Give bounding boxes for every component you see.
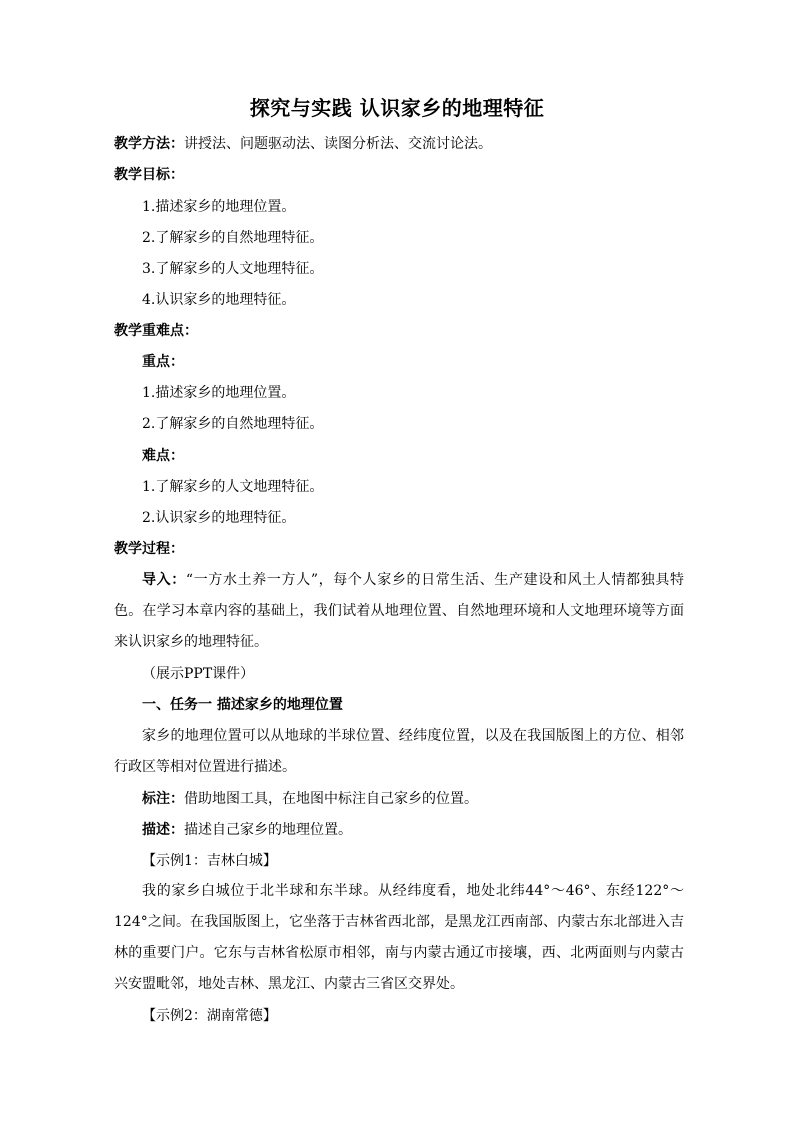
goal-item: 4.认识家乡的地理特征。 <box>142 292 296 308</box>
mark-label: 标注： <box>142 791 184 807</box>
methods-line <box>114 134 492 154</box>
goal-item: 1.描述家乡的地理位置。 <box>142 199 296 215</box>
task1-paragraph: 家乡的地理位置可以从地球的半球位置、经纬度位置，以及在我国版图上的方位、相邻行政区等相对位置进行描述。 <box>114 728 684 775</box>
describe-label: 描述： <box>142 822 184 838</box>
mark-text: 借助地图工具，在地图中标注自己家乡的位置。 <box>184 791 478 807</box>
intro-paragraph <box>114 565 684 658</box>
difficulty-item: 1.了解家乡的人文地理特征。 <box>142 479 324 495</box>
goals-label: 教学目标： <box>114 167 184 183</box>
example1-title: 【示例1：吉林白城】 <box>142 853 277 869</box>
describe-line <box>142 820 352 840</box>
focus-item: 1.描述家乡的地理位置。 <box>142 385 296 401</box>
difficulty-label: 难点： <box>142 448 184 464</box>
task1-heading: 一、任务一 描述家乡的地理位置 <box>142 697 343 713</box>
describe-text: 描述自己家乡的地理位置。 <box>184 822 352 838</box>
example1-paragraph: 我的家乡白城位于北半球和东半球。从经纬度看，地处北纬44°～46°、东经122°～124°之间。在我国版图上，它坐落于吉林省西北部，是黑龙江西南部、内蒙古东北部进入吉林的重要门户。它东与吉林省松原市相邻，南与内蒙古通辽市接壤，西、北两面则与内蒙古兴安盟毗邻，地处吉林、黑龙江、内蒙古三省区交界处。 <box>114 883 684 992</box>
intro-label: 导入： <box>142 572 186 588</box>
goal-item: 3.了解家乡的人文地理特征。 <box>142 261 324 277</box>
intro-text: “一方水土养一方人”，每个人家乡的日常生活、生产建设和风土人情都独具特色。在学习本章内容的基础上，我们试着从地理位置、自然地理环境和人文地理环境等方面来认识家乡的地理特征。 <box>114 572 685 650</box>
focus-item: 2.了解家乡的自然地理特征。 <box>142 416 324 432</box>
methods-label: 教学方法： <box>114 136 184 152</box>
difficulty-item: 2.认识家乡的地理特征。 <box>142 510 296 526</box>
mark-line <box>142 789 478 809</box>
key-points-label: 教学重难点： <box>114 323 198 339</box>
focus-label: 重点： <box>142 354 184 370</box>
process-label: 教学过程： <box>114 541 184 557</box>
ppt-note: （展示PPT课件） <box>142 666 255 682</box>
example2-title: 【示例2：湖南常德】 <box>142 1008 277 1024</box>
page-title: 探究与实践 认识家乡的地理特征 <box>249 96 545 120</box>
goal-item: 2.了解家乡的自然地理特征。 <box>142 230 324 246</box>
methods-text: 讲授法、问题驱动法、读图分析法、交流讨论法。 <box>184 136 492 152</box>
